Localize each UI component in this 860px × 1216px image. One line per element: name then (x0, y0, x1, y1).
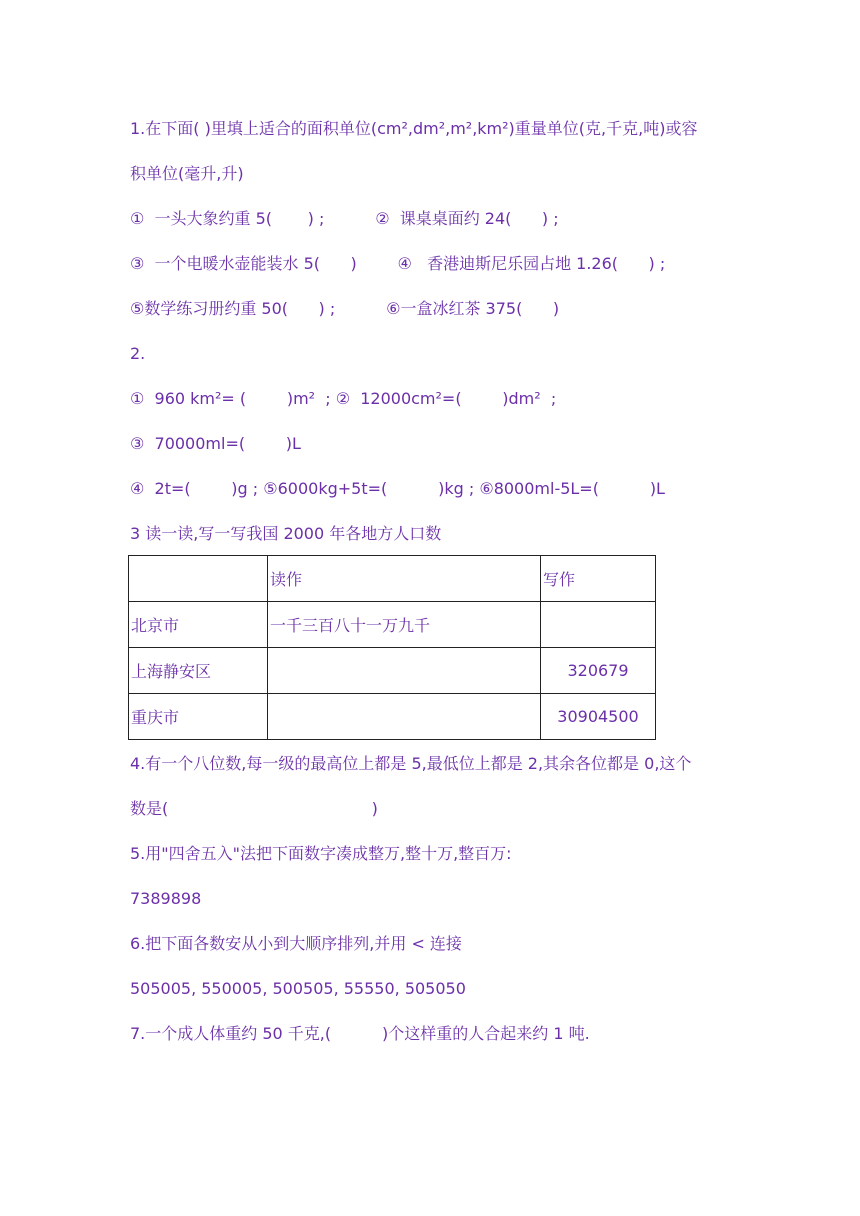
table-cell-write (541, 602, 656, 648)
q2-row1: ① 960 km²= ( )m² ; ② 12000cm²=( )dm² ; (130, 389, 557, 408)
q1-line1: 1.在下面( )里填上适合的面积单位(cm²,dm²,m²,km²)重量单位(克,千克,吨)或容 (130, 119, 698, 138)
table-cell-place: 重庆市 (129, 694, 268, 740)
q2-row3: ④ 2t=( )g ; ⑤6000kg+5t=( )kg ; ⑥8000ml-5L=( )L (130, 479, 665, 498)
table-header-row (129, 556, 656, 602)
population-table (128, 555, 656, 740)
q4-line2: 数是( ) (130, 799, 378, 818)
q2-title: 2. (130, 344, 146, 363)
table-cell-place: 上海静安区 (129, 648, 268, 694)
header-cell-place (129, 556, 268, 602)
header-cell-read: 读作 (268, 556, 541, 602)
q1-row3: ⑤数学练习册约重 50( ) ; ⑥一盒冰红茶 375( ) (130, 299, 560, 318)
q7-line1: 7.一个成人体重约 50 千克,( )个这样重的人合起来约 1 吨. (130, 1024, 590, 1043)
table-cell-read (268, 694, 541, 740)
table-row (129, 602, 656, 648)
table-cell-read (268, 648, 541, 694)
q1-line2: 积单位(毫升,升) (130, 164, 244, 183)
q6-line2: 505005, 550005, 500505, 55550, 505050 (130, 979, 466, 998)
table-cell-read: 一千三百八十一万九千 (268, 602, 541, 648)
q2-row2: ③ 70000ml=( )L (130, 434, 301, 453)
q4-line1: 4.有一个八位数,每一级的最高位上都是 5,最低位上都是 2,其余各位都是 0,这个 (130, 754, 692, 773)
table-cell-write: 320679 (541, 648, 656, 694)
header-cell-write: 写作 (541, 556, 656, 602)
table-cell-write: 30904500 (541, 694, 656, 740)
q5-line1: 5.用"四舍五入"法把下面数字凑成整万,整十万,整百万: (130, 844, 512, 863)
table-row (129, 648, 656, 694)
q6-line1: 6.把下面各数安从小到大顺序排列,并用 < 连接 (130, 934, 462, 953)
q3-title: 3 读一读,写一写我国 2000 年各地方人口数 (130, 524, 442, 543)
q1-row1: ① 一头大象约重 5( ) ; ② 课桌桌面约 24( ) ; (130, 209, 559, 228)
q5-line2: 7389898 (130, 889, 202, 908)
table-row (129, 694, 656, 740)
q1-row2: ③ 一个电暖水壶能装水 5( ) ④ 香港迪斯尼乐园占地 1.26( ) ; (130, 254, 666, 273)
table-cell-place: 北京市 (129, 602, 268, 648)
